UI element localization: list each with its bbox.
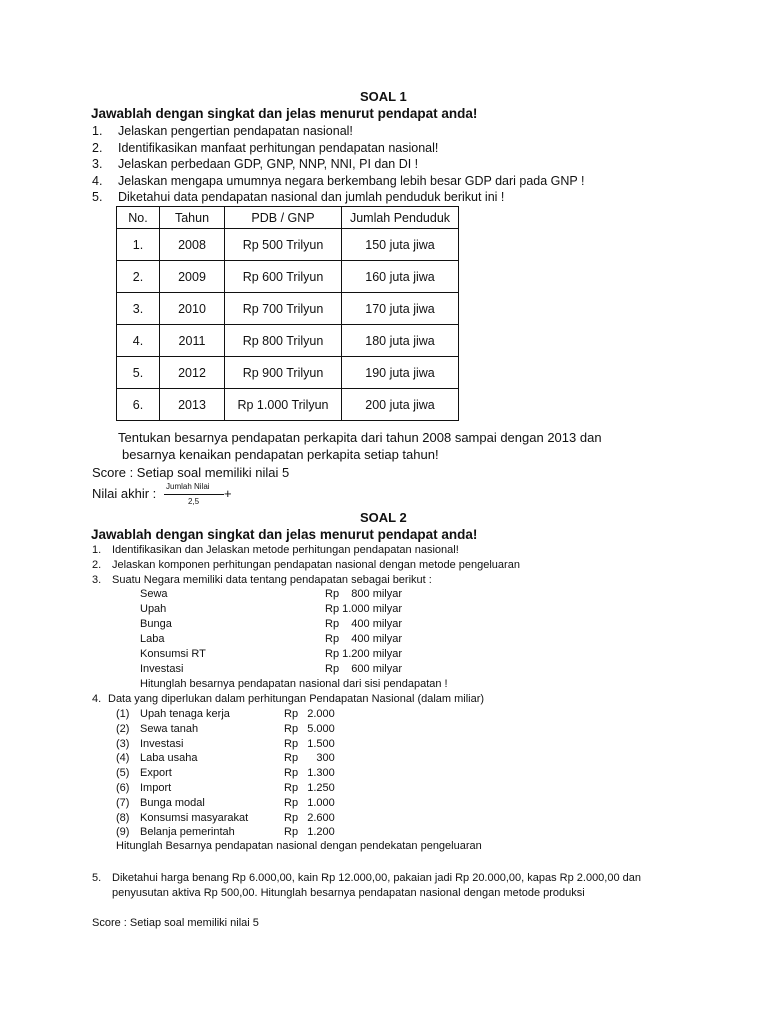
header-jumlah-penduduk: Jumlah Penduduk [342, 207, 459, 229]
soal1-task-line-1: Tentukan besarnya pendapatan perkapita dari tahun 2008 sampai dengan 2013 dan [118, 430, 602, 445]
question-number: 2. [92, 559, 102, 571]
soal1-question-3 [92, 157, 418, 171]
question-text: Data yang diperlukan dalam perhitungan Pendapatan Nasional (dalam miliar) [108, 693, 485, 705]
cell-pdb: Rp 500 Trilyun [225, 229, 342, 261]
soal2-question-1 [92, 544, 459, 556]
expense-item-no: (9) [116, 826, 130, 838]
cell-no: 6. [117, 389, 160, 421]
question-text: Diketahui harga benang Rp 6.000,00, kain Rp 12.000,00, pakaian jadi Rp 20.000,00, kapas Rp 2.000,00 dan [112, 872, 642, 884]
question-number: 3. [92, 157, 103, 171]
cell-penduduk: 190 juta jiwa [342, 357, 459, 389]
question-number: 2. [92, 141, 103, 155]
table-row [117, 325, 459, 357]
expense-item-no: (5) [116, 767, 130, 779]
question-number: 1. [92, 544, 102, 556]
income-item-label: Konsumsi RT [140, 648, 206, 660]
cell-penduduk: 200 juta jiwa [342, 389, 459, 421]
income-item-value: Rp 400 milyar [325, 633, 403, 645]
cell-tahun: 2010 [160, 293, 225, 325]
table-header-row [117, 207, 459, 229]
income-item-label: Upah [140, 603, 167, 615]
expense-item-label: Upah tenaga kerja [140, 708, 230, 720]
nilai-denominator: 2,5 [188, 497, 200, 506]
expense-item-value: Rp 5.000 [284, 723, 335, 735]
question-text: Jelaskan komponen perhitungan pendapatan nasional dengan metode pengeluaran [112, 559, 520, 571]
question-number: 5. [92, 190, 103, 204]
expense-item-no: (6) [116, 782, 130, 794]
expense-item-label: Import [140, 782, 172, 794]
question-number: 5. [92, 872, 102, 884]
cell-penduduk: 160 juta jiwa [342, 261, 459, 293]
question-text: Suatu Negara memiliki data tentang pendapatan sebagai berikut : [112, 574, 432, 586]
expense-item-no: (2) [116, 723, 130, 735]
nilai-numerator: Jumlah Nilai [166, 482, 210, 491]
fraction-line [164, 494, 224, 495]
cell-no: 5. [117, 357, 160, 389]
soal2-question-3 [92, 574, 432, 586]
soal2-question-2 [92, 559, 520, 571]
cell-penduduk: 170 juta jiwa [342, 293, 459, 325]
question-text: Jelaskan perbedaan GDP, GNP, NNP, NNI, PI dan DI ! [118, 157, 419, 171]
soal2-score: Score : Setiap soal memiliki nilai 5 [92, 917, 259, 929]
cell-tahun: 2012 [160, 357, 225, 389]
soal1-question-2 [92, 141, 438, 155]
soal2-question-5 [92, 872, 641, 884]
expense-item-value: Rp 1.000 [284, 797, 335, 809]
income-item-value: Rp 800 milyar [325, 588, 403, 600]
expense-item-no: (3) [116, 738, 130, 750]
expense-item-label: Belanja pemerintah [140, 826, 235, 838]
cell-tahun: 2009 [160, 261, 225, 293]
soal1-question-1 [92, 124, 353, 138]
soal2-instruction: Jawablah dengan singkat dan jelas menurut pendapat anda! [91, 527, 478, 542]
expense-item-value: Rp 1.200 [284, 826, 335, 838]
question-number: 4. [92, 693, 102, 705]
expense-item-no: (1) [116, 708, 130, 720]
question-number: 1. [92, 124, 103, 138]
table-row [117, 389, 459, 421]
nilai-akhir-label: Nilai akhir : [92, 486, 157, 501]
cell-no: 2. [117, 261, 160, 293]
question-text: Jelaskan pengertian pendapatan nasional! [118, 124, 353, 138]
nilai-plus: + [224, 486, 232, 501]
cell-tahun: 2008 [160, 229, 225, 261]
question-text: Identifikasikan manfaat perhitungan pendapatan nasional! [118, 141, 439, 155]
soal1-title: SOAL 1 [360, 89, 407, 104]
question-text: Identifikasikan dan Jelaskan metode perhitungan pendapatan nasional! [112, 544, 459, 556]
expense-item-label: Investasi [140, 738, 184, 750]
expense-item-label: Laba usaha [140, 752, 198, 764]
income-item-label: Laba [140, 633, 165, 645]
expense-item-value: Rp 1.250 [284, 782, 335, 794]
cell-pdb: Rp 600 Trilyun [225, 261, 342, 293]
cell-penduduk: 150 juta jiwa [342, 229, 459, 261]
expense-item-value: Rp 2.600 [284, 812, 335, 824]
expense-item-no: (4) [116, 752, 130, 764]
expense-item-label: Konsumsi masyarakat [140, 812, 249, 824]
soal1-question-5 [92, 190, 504, 204]
header-no: No. [117, 207, 160, 229]
cell-tahun: 2011 [160, 325, 225, 357]
gdp-population-table [116, 206, 459, 421]
expense-item-value: Rp 300 [284, 752, 335, 764]
soal1-score: Score : Setiap soal memiliki nilai 5 [92, 465, 290, 480]
table-row [117, 293, 459, 325]
cell-no: 1. [117, 229, 160, 261]
soal2-question-4 [92, 693, 484, 705]
cell-tahun: 2013 [160, 389, 225, 421]
income-item-value: Rp 1.200 milyar [325, 648, 403, 660]
header-pdb-gnp: PDB / GNP [225, 207, 342, 229]
question-text: Diketahui data pendapatan nasional dan jumlah penduduk berikut ini ! [118, 190, 505, 204]
soal1-question-4 [92, 174, 584, 188]
soal2-title: SOAL 2 [360, 510, 407, 525]
expense-item-value: Rp 1.500 [284, 738, 335, 750]
question-number: 4. [92, 174, 103, 188]
question-number: 3. [92, 574, 102, 586]
table-row [117, 261, 459, 293]
income-item-label: Sewa [140, 588, 168, 600]
income-item-label: Investasi [140, 663, 184, 675]
income-item-value: Rp 400 milyar [325, 618, 403, 630]
soal2-q4-footer: Hitunglah Besarnya pendapatan nasional dengan pendekatan pengeluaran [116, 840, 482, 852]
soal2-question-5-line-2: penyusutan aktiva Rp 500,00. Hitunglah besarnya pendapatan nasional dengan metode produksi [112, 887, 585, 899]
header-tahun: Tahun [160, 207, 225, 229]
expense-item-value: Rp 1.300 [284, 767, 335, 779]
cell-pdb: Rp 800 Trilyun [225, 325, 342, 357]
soal1-instruction: Jawablah dengan singkat dan jelas menurut pendapat anda! [91, 106, 478, 121]
question-text: Jelaskan mengapa umumnya negara berkembang lebih besar GDP dari pada GNP ! [118, 174, 585, 188]
income-item-value: Rp 1.000 milyar [325, 603, 403, 615]
cell-pdb: Rp 900 Trilyun [225, 357, 342, 389]
cell-pdb: Rp 1.000 Trilyun [225, 389, 342, 421]
expense-item-no: (8) [116, 812, 130, 824]
cell-no: 4. [117, 325, 160, 357]
income-item-value: Rp 600 milyar [325, 663, 403, 675]
cell-pdb: Rp 700 Trilyun [225, 293, 342, 325]
cell-no: 3. [117, 293, 160, 325]
table-row [117, 357, 459, 389]
expense-item-label: Bunga modal [140, 797, 205, 809]
expense-item-label: Export [140, 767, 172, 779]
table-row [117, 229, 459, 261]
expense-item-label: Sewa tanah [140, 723, 199, 735]
soal2-q3-footer: Hitunglah besarnya pendapatan nasional dari sisi pendapatan ! [140, 678, 448, 690]
income-item-label: Bunga [140, 618, 172, 630]
cell-penduduk: 180 juta jiwa [342, 325, 459, 357]
expense-item-value: Rp 2.000 [284, 708, 335, 720]
expense-item-no: (7) [116, 797, 130, 809]
soal1-task-line-2: besarnya kenaikan pendapatan perkapita setiap tahun! [122, 447, 439, 462]
